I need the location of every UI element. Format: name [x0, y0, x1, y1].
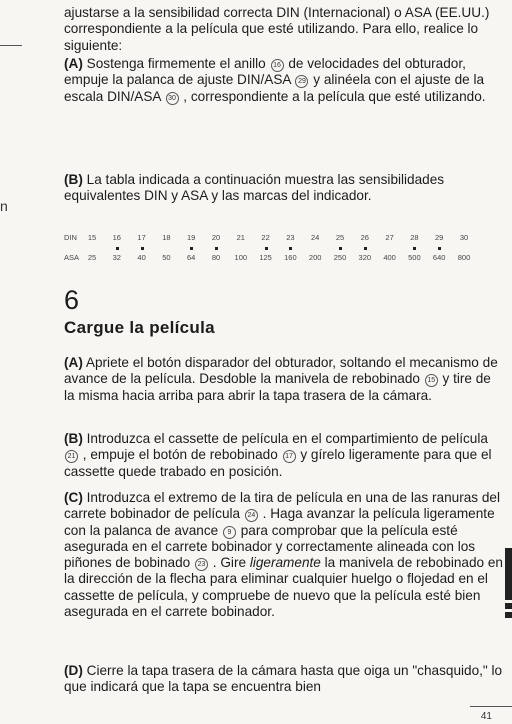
- callout-number-icon: 9: [223, 526, 236, 539]
- din-value: 16: [112, 233, 121, 242]
- asa-value: 640: [432, 253, 446, 262]
- step-a-dinasa: [64, 56, 504, 105]
- asa-value: 800: [457, 253, 471, 262]
- indicator-dot: [141, 247, 144, 250]
- step-d-close-back: [64, 663, 504, 696]
- indicator-dot: [438, 247, 441, 250]
- asa-row: [64, 253, 504, 263]
- asa-value: 320: [358, 253, 372, 262]
- indicator-dot: [215, 247, 218, 250]
- callout-number-icon: 21: [65, 450, 78, 463]
- indicator-dot: [116, 247, 119, 250]
- indicator-dot: [190, 247, 193, 250]
- page-edge-tab: [505, 603, 512, 609]
- step-text: La tabla indicada a continuación muestra las sensibilidades equivalentes DIN y ASA y las marcas del indicador.: [64, 172, 445, 204]
- section-title: Cargue la película: [64, 318, 215, 337]
- indicator-dot: [339, 247, 342, 250]
- din-value: 18: [162, 233, 171, 242]
- asa-value: 32: [112, 253, 121, 262]
- step-text: Apriete el botón disparador del obturador, soltando el mecanismo de avance de la película. Desdoble la manivela de rebobinado: [64, 355, 498, 387]
- callout-number-icon: 15: [425, 374, 438, 387]
- step-text: , empuje el botón de rebobinado: [82, 447, 278, 463]
- din-value: 17: [137, 233, 146, 242]
- callout-number-icon: 17: [283, 450, 296, 463]
- scan-mark: [470, 706, 512, 707]
- margin-letter: n: [0, 198, 8, 214]
- din-value: 25: [335, 233, 345, 242]
- callout-number-icon: 16: [271, 59, 284, 72]
- din-value: 30: [459, 233, 469, 242]
- step-text: , correspondiente a la película que esté utilizando.: [183, 88, 486, 104]
- page-edge-tab: [505, 548, 512, 600]
- asa-value: 40: [137, 253, 146, 262]
- asa-value: 50: [162, 253, 171, 262]
- din-row: [64, 233, 504, 243]
- asa-value: 500: [408, 253, 421, 262]
- din-value: 28: [410, 233, 419, 242]
- step-text: la manivela de rebobinado en la dirección de la flecha para eliminar cualquier huelgo o flojedad en el cassette de película, y compruebe de nuevo que la película esté bien asegurada en el carrete bobinador.: [64, 555, 503, 620]
- step-text: y gírelo ligeramente para que el cassette quede trabado en posición.: [64, 447, 492, 479]
- asa-value: 80: [211, 253, 221, 262]
- din-value: 21: [236, 233, 245, 242]
- step-letter: (B): [64, 431, 83, 446]
- asa-value: 64: [187, 253, 196, 262]
- din-value: 19: [187, 233, 196, 242]
- indicator-dot: [364, 247, 367, 250]
- asa-value: 250: [333, 253, 347, 262]
- step-letter: (C): [64, 490, 83, 505]
- asa-label: ASA: [64, 253, 80, 262]
- step-text: . Gire: [212, 555, 247, 571]
- din-value: 27: [385, 233, 394, 242]
- step-b-table-intro: [64, 172, 504, 205]
- asa-value: 400: [383, 253, 396, 262]
- step-b-insert-cassette: [64, 431, 504, 480]
- asa-value: 25: [87, 253, 97, 262]
- indicator-dot: [413, 247, 416, 250]
- section-number: 6: [64, 285, 80, 315]
- asa-value: 200: [308, 253, 322, 262]
- step-letter: (A): [64, 355, 83, 370]
- din-value: 29: [435, 233, 444, 242]
- emphasis-text: ligeramente: [249, 555, 321, 571]
- callout-number-icon: 24: [245, 509, 258, 522]
- step-text: para comprobar que la película esté asegurada en el carrete bobinador y correctamente alineada con los piñones de bobinado: [64, 522, 476, 571]
- indicator-dot: [265, 247, 268, 250]
- step-text: y tire de la misma hacia arriba para abrir la tapa trasera de la cámara.: [64, 371, 491, 403]
- step-a-open-back: [64, 355, 504, 404]
- page-number: 41: [480, 711, 492, 722]
- scan-mark: [0, 45, 22, 46]
- din-value: 26: [360, 233, 369, 242]
- asa-value: 160: [284, 253, 297, 262]
- asa-value: 125: [259, 253, 272, 262]
- din-value: 23: [286, 233, 295, 242]
- step-text: Sostenga firmemente el anillo: [86, 56, 266, 71]
- step-letter: (D): [64, 663, 83, 678]
- step-text: y alinéela con el ajuste de la escala DIN/ASA: [64, 72, 485, 104]
- step-letter: (A): [64, 56, 83, 71]
- callout-number-icon: 29: [295, 75, 308, 88]
- indicator-dot: [289, 247, 292, 250]
- page-edge-tab: [505, 612, 512, 618]
- din-value: 22: [261, 233, 270, 242]
- din-value: 15: [87, 233, 97, 242]
- din-value: 24: [311, 233, 320, 242]
- asa-value: 100: [234, 253, 248, 262]
- step-text: . Haga avanzar la película ligeramente con la palanca de avance: [64, 506, 495, 538]
- din-value: 20: [211, 233, 221, 242]
- intro-paragraph: ajustarse a la sensibilidad correcta DIN (Internacional) o ASA (EE.UU.) correspondiente a la película que esté utilizando. Para ello, realice lo siguiente:: [64, 5, 490, 53]
- step-letter: (B): [64, 172, 83, 187]
- step-text: Cierre la tapa trasera de la cámara hasta que oiga un "chasquido," lo que indicará que la tapa se encuentra bien: [64, 663, 503, 695]
- step-text: Introduzca el extremo de la tira de película en una de las ranuras del carrete bobinador de película: [64, 490, 501, 522]
- callout-number-icon: 23: [195, 558, 208, 571]
- step-text: Introduzca el cassette de película en el compartimiento de película: [86, 431, 488, 446]
- step-text: de velocidades del obturador, empuje la palanca de ajuste DIN/ASA: [64, 56, 466, 88]
- din-label: DIN: [64, 233, 77, 242]
- callout-number-icon: 30: [166, 92, 179, 105]
- step-c-thread-film: [64, 490, 504, 620]
